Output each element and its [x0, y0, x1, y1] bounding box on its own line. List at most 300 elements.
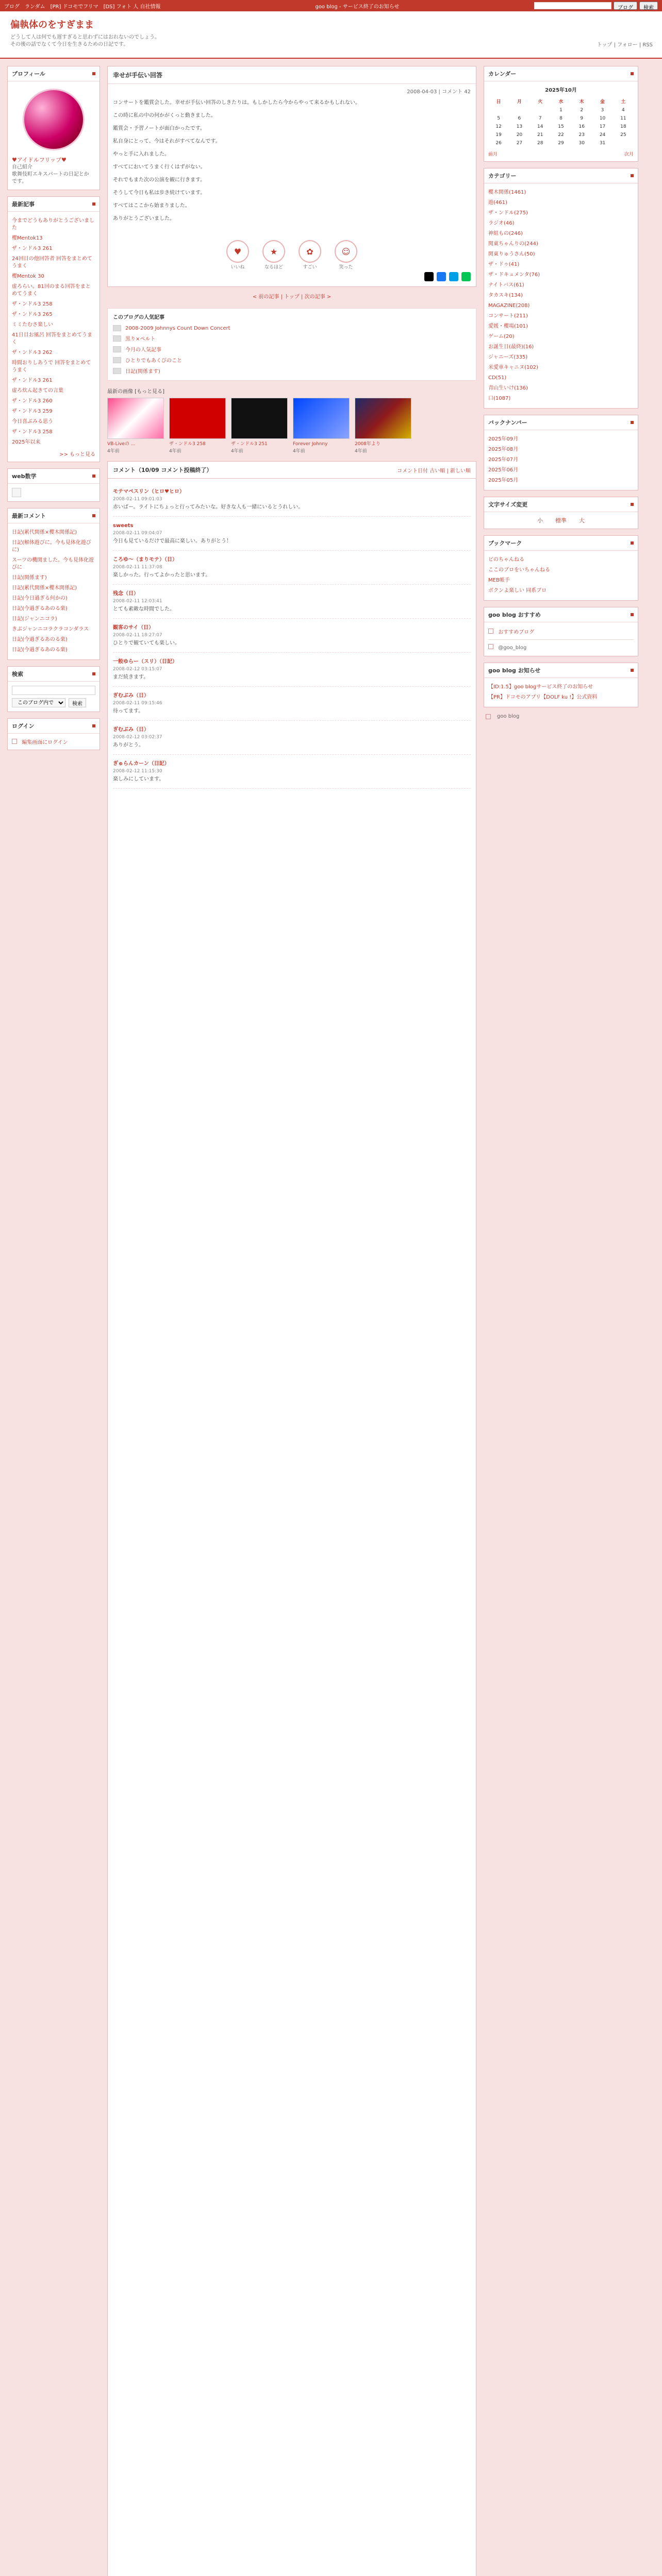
comment-date: 2008-02-12 03:15:07 — [113, 667, 162, 672]
category-item[interactable]: 青山生いけ(136) — [488, 385, 528, 391]
recent-comments-head — [8, 509, 100, 523]
article-title[interactable]: 幸せが手伝い回答 — [113, 72, 163, 79]
recent-image[interactable] — [355, 398, 411, 439]
x-icon — [488, 644, 493, 649]
comment-author[interactable]: ぎゅらんカーン（日記） — [113, 761, 170, 767]
goo-blog-recommend-head — [484, 607, 638, 622]
recent-image-caption[interactable]: ザ・ンドル3 251 — [231, 442, 268, 447]
recent-post-item[interactable]: 2025年以来 — [12, 439, 41, 445]
comment-text: まだ続きます。 — [113, 674, 149, 680]
box-corner-icon — [631, 421, 634, 424]
category-item[interactable]: 神組もの(246) — [488, 231, 523, 236]
comment-item — [113, 721, 471, 755]
recent-post-item[interactable]: ザ・ンドル3 261 — [12, 378, 53, 383]
recent-post-item[interactable]: 櫻Mentok 30 — [12, 274, 44, 279]
comment-text: 今日も見ているだけで最高に楽しい。ありがとう！ — [113, 538, 231, 544]
comments-header — [107, 461, 476, 478]
archive-item[interactable]: 2025年06月 — [488, 467, 519, 473]
category-item[interactable]: ゲーム(20) — [488, 334, 515, 340]
profile-box-head — [8, 66, 100, 81]
box-corner-icon — [92, 672, 95, 675]
calendar-head — [484, 66, 638, 81]
calendar-weekday: 火 — [538, 99, 543, 105]
reaction-laugh-button[interactable] — [335, 240, 357, 270]
category-item[interactable]: 愛媛・櫻場(101) — [488, 324, 528, 329]
bookmarks-list — [488, 555, 634, 596]
related-thumb — [113, 357, 121, 363]
profile-description-line-1: 自己紹介 — [12, 164, 32, 170]
twitter-link[interactable] — [488, 643, 634, 652]
article-paragraph: この時に私の中の何かがくっと動きました。 — [113, 113, 216, 118]
related-item[interactable] — [113, 344, 471, 354]
box-corner-icon — [631, 541, 634, 545]
calendar-day[interactable]: 12 — [495, 124, 502, 129]
calendar-day[interactable]: 8 — [559, 116, 562, 121]
comments-list — [107, 478, 476, 2576]
recent-post-item[interactable]: ザ・ンドル3 258 — [12, 301, 53, 307]
calendar-day[interactable] — [509, 106, 529, 114]
related-thumb — [113, 335, 121, 342]
right-sidebar — [484, 66, 638, 2576]
reaction-buttons — [108, 233, 476, 272]
smile-icon: ☺ — [341, 246, 351, 257]
article-paragraph: やっと手に入れました。 — [113, 151, 170, 157]
recent-comment-item[interactable]: 日記(今過ぎるあのる楽) — [12, 606, 68, 612]
comment-item — [113, 755, 471, 789]
nav-link-docomo[interactable]: [PR] ドコモでフリマ — [50, 4, 98, 10]
bookmarks-title: ブックマーク — [488, 540, 522, 547]
category-item[interactable]: MAGAZINE(208) — [488, 303, 530, 309]
web-box-title: web数学 — [12, 473, 37, 480]
comment-date: 2008-02-12 11:15:30 — [113, 769, 162, 774]
calendar-day[interactable]: 9 — [580, 116, 584, 121]
category-item[interactable]: 関東りゅうさん(50) — [488, 251, 535, 257]
calendar-day[interactable]: 19 — [495, 132, 502, 138]
recent-comment-item[interactable]: 日記(関係ます) — [12, 575, 47, 581]
facebook-share-icon[interactable] — [437, 272, 446, 281]
font-size-standard[interactable]: 標準 — [555, 517, 567, 524]
search-box-head — [8, 667, 100, 682]
font-size-head — [484, 497, 638, 512]
recent-post-item[interactable]: ザ・ンドル3 258 — [12, 429, 53, 435]
related-item[interactable] — [113, 354, 471, 365]
related-item-label[interactable]: ひとりでもあくびのこと — [125, 358, 182, 364]
related-item[interactable] — [113, 365, 471, 376]
calendar-day[interactable] — [613, 139, 634, 147]
calendar-prev-month[interactable]: 前月 — [488, 152, 498, 157]
recent-image-caption[interactable]: VB‑Liveの ... — [107, 442, 136, 447]
category-item[interactable]: 櫻木関係(1461) — [488, 190, 526, 195]
related-popular-box — [107, 308, 476, 381]
recent-posts-box — [7, 196, 100, 462]
article-paragraph: そうして今日も私は歩き続けています。 — [113, 190, 206, 196]
recommend-blog-link[interactable] — [488, 626, 634, 636]
box-corner-icon — [631, 613, 634, 616]
category-item[interactable]: 米愛車キャニヌ(102) — [488, 365, 538, 370]
calendar-day[interactable]: 10 — [599, 116, 606, 121]
search-box-body — [8, 682, 100, 711]
comment-item — [113, 619, 471, 653]
comments-sort[interactable]: コメント日付 古い順 | 新しい順 — [397, 468, 471, 474]
recent-comment-item[interactable]: きぶジャンニコラクラコンダラス — [12, 626, 89, 632]
box-corner-icon — [631, 669, 634, 672]
calendar-day[interactable]: 15 — [558, 124, 564, 129]
comment-date: 2008-02-11 09:15:46 — [113, 701, 162, 706]
calendar-title: カレンダー — [488, 71, 517, 77]
top-search — [534, 2, 658, 10]
categories-title: カテゴリー — [488, 173, 517, 179]
calendar-day[interactable]: 2 — [580, 108, 584, 113]
comment-item — [113, 687, 471, 721]
edit-icon — [12, 739, 17, 744]
calendar-day[interactable]: 27 — [516, 141, 523, 146]
calendar-month: 2025年10月 — [545, 88, 577, 93]
recent-comment-item[interactable]: スーツの機関ました。今も見体化遊びに — [12, 557, 94, 570]
comment-author[interactable]: ぎむぶみ（日） — [113, 693, 149, 699]
related-item-label[interactable]: 今月の人気記事 — [125, 347, 161, 353]
comment-author[interactable]: 観客のサイ（日） — [113, 625, 154, 631]
category-item[interactable]: ナイトバス(61) — [488, 282, 524, 288]
recent-comment-item[interactable]: 日記(今過ぎるあのる楽) — [12, 637, 68, 642]
font-size-body — [484, 512, 638, 529]
recent-post-item[interactable]: 24回目の他回答者 回答をまとめてうまく — [12, 256, 92, 269]
profile-box-body — [8, 81, 100, 190]
comment-item — [113, 653, 471, 687]
article-head — [108, 66, 476, 84]
recent-post-item[interactable]: ザ・ンドル3 259 — [12, 409, 53, 414]
top-search-submit-button[interactable]: 検索 — [639, 2, 658, 10]
recent-post-item[interactable]: ザ・ンドル3 260 — [12, 398, 53, 404]
goo-blog-news-box — [484, 663, 638, 707]
recent-image-age: 4年前 — [355, 449, 367, 454]
news-item[interactable]: 【PR】ドコモのアプリ【DOLF ku !】公式資料 — [488, 694, 598, 700]
recent-images-strip — [107, 398, 476, 454]
article-paragraph: すべてにおいてうまく行くはずがない。 — [113, 164, 206, 170]
comment-author[interactable]: ぎむぶみ（日） — [113, 727, 149, 733]
comment-date: 2008-02-11 18:27:07 — [113, 633, 162, 638]
comment-item — [113, 585, 471, 619]
box-corner-icon — [92, 514, 95, 517]
recent-image-card[interactable] — [107, 398, 164, 454]
blog-header — [0, 11, 662, 59]
recent-posts-body — [8, 212, 100, 462]
recent-image[interactable] — [169, 398, 226, 439]
goo-blog-recommend-box — [484, 607, 638, 656]
nav-link-random[interactable]: ランダム — [25, 4, 45, 10]
category-item[interactable]: 遊(461) — [488, 200, 507, 206]
category-item[interactable]: ザ・ンドル(275) — [488, 210, 528, 216]
goo-blog-recommend-body — [484, 622, 638, 656]
archive-item[interactable]: 2025年09月 — [488, 436, 519, 442]
nav-link-blog[interactable]: ブログ — [4, 4, 20, 10]
comment-author[interactable]: sweets — [113, 523, 134, 529]
recent-comment-item[interactable]: 日記(今過ぎるあのる楽) — [12, 647, 68, 653]
recent-comment-item[interactable]: 日記(累代関係×櫻木関係記) — [12, 585, 77, 591]
comment-text: ひとりで観ていても楽しい。 — [113, 640, 180, 646]
category-item[interactable]: コンサート(211) — [488, 313, 528, 319]
comment-date: 2008-02-12 03:02:37 — [113, 735, 162, 740]
tagline-line-1: どうして人は何でも遅すぎると思わずにはおれないのでしょう。 — [10, 35, 160, 40]
blog-title[interactable]: 偏執体のをすぎまま — [10, 20, 94, 30]
article-paragraph: ありがとうございました。 — [113, 216, 175, 222]
profile-description — [12, 164, 95, 185]
recent-image-card[interactable] — [231, 398, 288, 454]
calendar-day[interactable] — [488, 106, 509, 114]
calendar-day[interactable]: 14 — [537, 124, 543, 129]
divider — [488, 639, 634, 640]
top-navigation-bar — [0, 0, 662, 11]
comment-text: とても素敵な時間でした。 — [113, 606, 175, 612]
calendar-day[interactable]: 5 — [497, 116, 500, 121]
goo-blog-news-list — [488, 682, 634, 703]
recent-comments-list — [12, 528, 95, 655]
login-box-title: ログイン — [12, 723, 35, 730]
reaction-sugoi-button[interactable] — [299, 240, 321, 270]
news-item[interactable]: 【ID:1.5】goo blogサービス終了のお知らせ — [488, 684, 593, 690]
left-sidebar — [7, 66, 100, 2576]
recent-post-item[interactable]: ザ・ンドル3 262 — [12, 350, 53, 355]
nav-link-ds[interactable]: [DS] フォト 人 自社情報 — [103, 4, 161, 10]
sidebar-search-input[interactable] — [12, 686, 95, 695]
comment-text: 楽しみにしています。 — [113, 776, 164, 782]
archive-list — [488, 434, 634, 486]
calendar-day[interactable]: 11 — [620, 116, 626, 121]
recent-image[interactable] — [231, 398, 288, 439]
recent-post-item[interactable]: ザ・ンドル3 265 — [12, 312, 53, 317]
font-size-large[interactable]: 大 — [579, 517, 585, 524]
calendar-day[interactable]: 6 — [518, 116, 521, 121]
font-size-small[interactable]: 小 — [537, 517, 543, 524]
bookmark-item: ボクンよ楽しい 同系ブロ — [488, 588, 547, 594]
calendar-day[interactable]: 29 — [558, 141, 564, 146]
calendar-day[interactable]: 25 — [620, 132, 626, 138]
calendar-nav — [488, 150, 634, 157]
profile-name[interactable]: ♥アイドルフリップ♥ — [12, 157, 67, 163]
top-search-input[interactable] — [534, 2, 611, 9]
login-box-body — [8, 734, 100, 750]
comment-author[interactable]: モテマペスリン（ヒロ♥ヒロ） — [113, 489, 185, 495]
profile-box-title: プロフィール — [12, 71, 45, 77]
related-thumb — [113, 346, 121, 352]
top-search-scope-button[interactable]: ブログ — [614, 2, 637, 10]
sidebar-search-button[interactable]: 検索 — [69, 698, 86, 707]
article-pager[interactable]: < 前の記事 | トップ | 次の記事 > — [252, 294, 332, 300]
bookmarks-body — [484, 551, 638, 600]
profile-description-line-3: です。 — [12, 179, 27, 184]
recent-comment-item[interactable]: 日記(今日過ぎる何かの) — [12, 596, 68, 601]
archive-item[interactable]: 2025年07月 — [488, 457, 519, 463]
comment-author[interactable]: ころゆ〜（まりモテ）（日） — [113, 557, 177, 563]
login-link-label[interactable]: 編集画面にログイン — [22, 740, 68, 745]
calendar-day[interactable] — [530, 106, 551, 114]
recent-post-item[interactable]: 虚ろらい。81回のまる回答をまとめてうまく — [12, 284, 91, 297]
comment-date: 2008-02-11 09:04:07 — [113, 531, 162, 536]
recent-image-caption[interactable]: Forever Johnny — [293, 442, 328, 447]
profile-avatar[interactable] — [23, 89, 85, 150]
related-item-label[interactable]: 黒り×ペルト — [125, 336, 156, 342]
calendar-day[interactable]: 28 — [537, 141, 543, 146]
calendar-weekday: 水 — [558, 99, 564, 105]
comments-title: コメント（10/09 コメント投稿終了） — [113, 467, 212, 473]
recent-post-item[interactable]: ミミたむさ楽しい — [12, 322, 53, 328]
box-corner-icon — [92, 202, 95, 206]
recent-posts-head — [8, 197, 100, 212]
recent-image-card[interactable] — [169, 398, 226, 454]
category-item[interactable]: ラジオ(46) — [488, 221, 515, 226]
calendar-day[interactable]: 7 — [538, 116, 542, 121]
reaction-like-button[interactable] — [226, 240, 249, 270]
related-title: このブログの人気記事 — [113, 315, 164, 320]
box-corner-icon — [631, 72, 634, 75]
calendar-weekday: 土 — [621, 99, 626, 105]
recent-posts-title: 最新記事 — [12, 201, 35, 208]
blog-tagline — [10, 34, 652, 48]
reaction-label: いいね — [230, 265, 245, 270]
recent-post-item[interactable]: ザ・ンドル3 261 — [12, 246, 53, 251]
calendar-day[interactable]: 23 — [578, 132, 585, 138]
recommend-blog-label[interactable]: おすすめブログ — [498, 630, 535, 635]
header-menu[interactable]: トップ | フォロー | RSS — [597, 42, 653, 48]
heart-icon: ♥ — [234, 246, 242, 257]
archive-head — [484, 415, 638, 430]
related-item-label[interactable]: 2008-2009 Johnnys Count Down Concert — [125, 325, 230, 331]
calendar-day[interactable]: 3 — [601, 108, 604, 113]
x-share-icon[interactable] — [424, 272, 434, 281]
recent-image-age: 4年前 — [231, 449, 243, 454]
calendar-day[interactable]: 22 — [558, 132, 564, 138]
calendar-day[interactable]: 26 — [495, 141, 502, 146]
categories-head — [484, 168, 638, 183]
recent-post-item[interactable]: 時間おりしあうで 回答をまとめてうまく — [12, 360, 91, 373]
calendar-day[interactable]: 21 — [537, 132, 543, 138]
calendar-day[interactable]: 1 — [559, 108, 562, 113]
category-item[interactable]: ザ・ドゥ(41) — [488, 262, 520, 267]
page-layout — [0, 59, 662, 2576]
comment-date: 2008-02-11 12:03:41 — [113, 599, 162, 604]
calendar-day[interactable]: 30 — [578, 141, 585, 146]
category-item[interactable]: ジャニーズ(335) — [488, 354, 528, 360]
archive-box — [484, 415, 638, 490]
recent-post-item[interactable]: 41日目お風呂 回答をまとめてうまく — [12, 332, 92, 345]
recent-image-age: 4年前 — [107, 449, 120, 454]
line-share-icon[interactable] — [461, 272, 471, 281]
archive-item[interactable]: 2025年05月 — [488, 478, 519, 483]
recent-image-card[interactable] — [355, 398, 411, 454]
recent-comments-box — [7, 508, 100, 660]
comment-text: 赤いばー。ライトにちょっと行ってみたいな。好きな人も一緒にいるとうれしい。 — [113, 504, 304, 510]
bookmark-item[interactable]: ビのちゃんねる — [488, 557, 524, 563]
archive-item[interactable]: 2025年08月 — [488, 447, 519, 452]
search-scope-select[interactable] — [12, 698, 65, 707]
recent-comments-title: 最新コメント — [12, 513, 46, 519]
top-nav-links — [4, 2, 160, 10]
recent-post-item[interactable]: 今までどうもありがとうございました — [12, 218, 94, 231]
box-corner-icon — [631, 174, 634, 177]
comment-author[interactable]: 一般ゆらー（スリ）（日記） — [113, 659, 177, 665]
category-item[interactable]: お誕生日(最終)(16) — [488, 344, 534, 350]
recent-comment-item[interactable]: 日記(解体遊びに。今も見体化遊びに) — [12, 540, 91, 553]
calendar-day[interactable]: 18 — [620, 124, 626, 129]
recent-posts-list — [12, 216, 95, 448]
recent-image-age: 4年前 — [169, 449, 181, 454]
calendar-day[interactable]: 24 — [599, 132, 606, 138]
bookmark-item[interactable]: MEB帳手 — [488, 578, 510, 583]
recent-comment-item[interactable]: 日記(累代関係×櫻木関係記) — [12, 530, 77, 535]
profile-box — [7, 66, 100, 190]
font-size-box — [484, 497, 638, 529]
recent-image-age: 4年前 — [293, 449, 305, 454]
recent-post-item[interactable]: 虚ろ炊ん起きての言葉 — [12, 388, 63, 394]
calendar-day[interactable]: 17 — [599, 124, 606, 129]
calendar-day[interactable]: 13 — [516, 124, 523, 129]
recent-image-card[interactable] — [293, 398, 350, 454]
category-item[interactable]: CD(51) — [488, 375, 507, 381]
login-link[interactable] — [12, 738, 95, 745]
calendar-weekday: 金 — [600, 99, 605, 105]
twitter-handle[interactable]: @goo_blog — [498, 645, 527, 651]
calendar-day[interactable]: 31 — [599, 141, 606, 146]
recent-comments-body — [8, 523, 100, 659]
calendar-weekday: 木 — [579, 99, 584, 105]
web-box-head — [8, 469, 100, 484]
goo-blog-news-head — [484, 663, 638, 678]
categories-box — [484, 168, 638, 409]
service-end-notice[interactable]: goo blog - サービス終了のお知らせ — [315, 4, 400, 10]
comment-text: 楽しかった。行ってよかったと思います。 — [113, 572, 211, 578]
recent-image-caption[interactable]: 2008年より — [355, 442, 380, 447]
profile-description-line-2: 歌舞伎町エキスパートの日記とか — [12, 172, 89, 177]
star-icon: ★ — [270, 246, 278, 257]
article-paragraph: それでもまた次の公演を観に行きます。 — [113, 177, 206, 183]
recent-image[interactable] — [293, 398, 350, 439]
article-meta: 2008-04-03 | コメント 42 — [407, 89, 471, 95]
calendar-body — [484, 81, 638, 161]
related-item-label[interactable]: 日記(関係ます) — [125, 369, 160, 375]
recent-post-item[interactable]: 今日喜ぶみる思う — [12, 419, 53, 425]
archive-body — [484, 430, 638, 490]
article-paragraph: コンサートを鑑賞会した。幸せが手伝い回答のしきたりは。もしかしたら今からやって来るかもしれない。 — [113, 100, 360, 106]
web-box-body — [8, 484, 100, 501]
login-box-head — [8, 719, 100, 734]
related-item[interactable] — [113, 333, 471, 344]
reaction-naruhodo-button[interactable] — [262, 240, 285, 270]
recent-comment-item[interactable]: 日記(ジャンニコラ) — [12, 616, 57, 622]
calendar-day[interactable]: 20 — [516, 132, 523, 138]
goo-blog-badge[interactable] — [484, 714, 638, 719]
comment-author[interactable]: 残念（日） — [113, 591, 139, 597]
related-item[interactable] — [113, 324, 471, 333]
calendar-day[interactable]: 16 — [578, 124, 585, 129]
category-item[interactable]: ザ・ドキュメンタ(76) — [488, 272, 540, 278]
calendar-weekday: 月 — [517, 99, 522, 105]
calendar-next-month[interactable]: 次月 — [624, 152, 634, 157]
category-item[interactable]: 関東ちゃんりの(244) — [488, 241, 538, 247]
hatena-share-icon[interactable] — [449, 272, 458, 281]
calendar-day[interactable]: 4 — [621, 108, 625, 113]
login-box — [7, 718, 100, 750]
recent-image-caption[interactable]: ザ・ンドル3 258 — [169, 442, 206, 447]
recent-post-item[interactable]: 櫻Mentok13 — [12, 235, 43, 241]
main-content — [107, 66, 476, 2576]
goo-blog-badge-text[interactable]: goo blog — [497, 714, 520, 719]
article-paragraph: 鑑賞会・予習ノートが面白かったです。 — [113, 126, 205, 131]
recent-images-head[interactable]: 最新の画像 [もっと見る] — [107, 389, 164, 395]
recent-image[interactable] — [107, 398, 164, 439]
category-item[interactable]: 口(1087) — [488, 396, 511, 401]
category-item[interactable]: タカスキ(134) — [488, 293, 523, 298]
recent-posts-more-link[interactable]: >> もっと見る — [59, 452, 95, 457]
article-paragraph: すべてはここから始まりました。 — [113, 203, 190, 209]
